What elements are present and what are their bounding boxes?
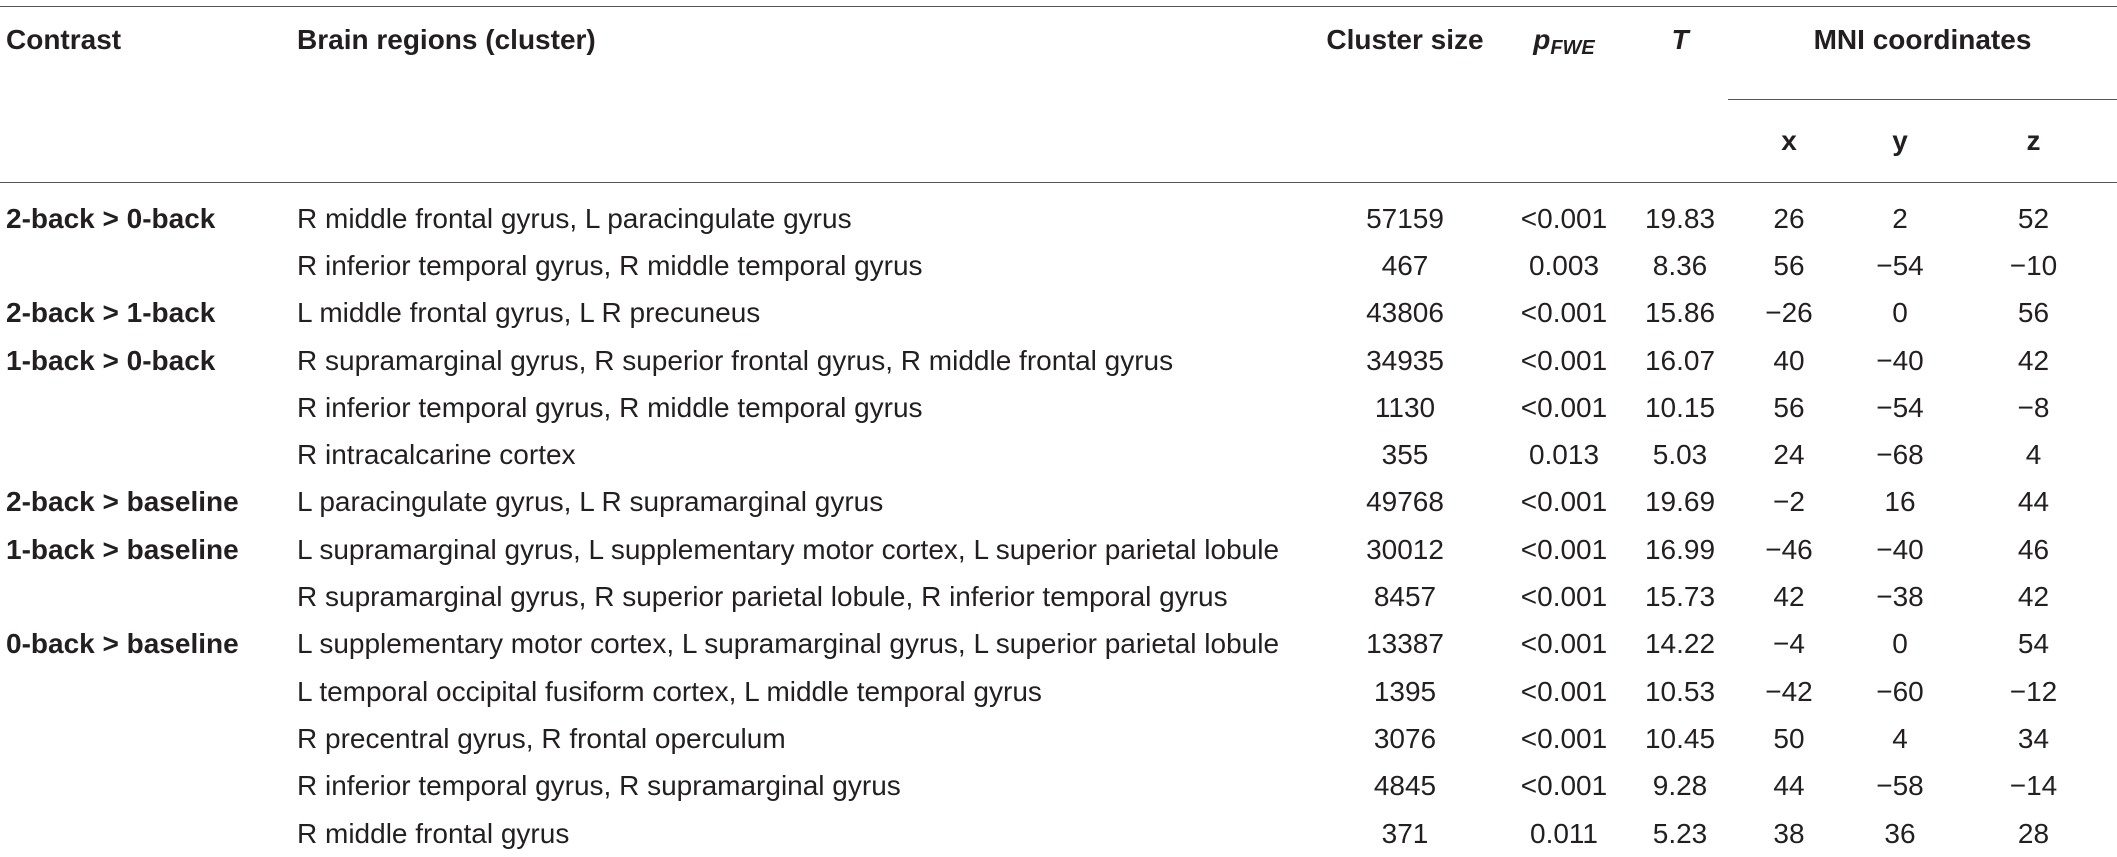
cell-t: 15.86 <box>1632 290 1728 337</box>
cell-t: 5.03 <box>1632 431 1728 478</box>
cell-region: R inferior temporal gyrus, R middle temporal gyrus <box>297 242 1314 289</box>
header-y: y <box>1850 100 1950 183</box>
cell-p-fwe: <0.001 <box>1496 526 1632 573</box>
cell-z: 52 <box>1950 183 2117 243</box>
cell-region: R middle frontal gyrus <box>297 810 1314 857</box>
cell-p-fwe: <0.001 <box>1496 183 1632 243</box>
table-row <box>0 337 2117 384</box>
header-t <box>1632 7 1728 100</box>
cell-z: 46 <box>1950 526 2117 573</box>
cell-t: 14.22 <box>1632 621 1728 668</box>
cell-cluster-size: 57159 <box>1314 183 1496 243</box>
cell-z: 44 <box>1950 479 2117 526</box>
cell-y: 4 <box>1850 715 1950 762</box>
cell-t: 10.53 <box>1632 668 1728 715</box>
cell-x: 56 <box>1728 242 1850 289</box>
cell-p-fwe: <0.001 <box>1496 668 1632 715</box>
header-t-symbol: T <box>1671 24 1688 55</box>
cell-region: R middle frontal gyrus, L paracingulate gyrus <box>297 183 1314 243</box>
cell-region: L supramarginal gyrus, L supplementary motor cortex, L superior parietal lobule <box>297 526 1314 573</box>
cell-p-fwe: <0.001 <box>1496 621 1632 668</box>
header-z: z <box>1950 100 2117 183</box>
header-mni-coordinates: MNI coordinates <box>1728 7 2117 100</box>
cell-t: 5.23 <box>1632 810 1728 857</box>
cell-x: −4 <box>1728 621 1850 668</box>
cell-contrast <box>0 715 297 762</box>
cell-region: R inferior temporal gyrus, R middle temporal gyrus <box>297 384 1314 431</box>
cell-region: R supramarginal gyrus, R superior parietal lobule, R inferior temporal gyrus <box>297 573 1314 620</box>
cell-x: 44 <box>1728 763 1850 810</box>
cell-t: 16.07 <box>1632 337 1728 384</box>
cell-cluster-size: 34935 <box>1314 337 1496 384</box>
cell-contrast <box>0 431 297 478</box>
cell-y: −54 <box>1850 242 1950 289</box>
cell-region: L paracingulate gyrus, L R supramarginal gyrus <box>297 479 1314 526</box>
cell-t: 19.83 <box>1632 183 1728 243</box>
cell-cluster-size: 4845 <box>1314 763 1496 810</box>
cell-p-fwe: 0.013 <box>1496 431 1632 478</box>
cell-z: −14 <box>1950 763 2117 810</box>
table-row <box>0 290 2117 337</box>
cell-z: 4 <box>1950 431 2117 478</box>
cell-p-fwe: <0.001 <box>1496 573 1632 620</box>
cell-p-fwe: 0.011 <box>1496 810 1632 857</box>
cell-x: 38 <box>1728 810 1850 857</box>
table-row <box>0 431 2117 478</box>
cell-p-fwe: 0.003 <box>1496 242 1632 289</box>
cell-y: −40 <box>1850 337 1950 384</box>
cell-region: L middle frontal gyrus, L R precuneus <box>297 290 1314 337</box>
cell-y: 16 <box>1850 479 1950 526</box>
cell-region: R intracalcarine cortex <box>297 431 1314 478</box>
cell-y: 0 <box>1850 290 1950 337</box>
cell-t: 16.99 <box>1632 526 1728 573</box>
header-cluster-size: Cluster size <box>1314 7 1496 100</box>
cell-x: 24 <box>1728 431 1850 478</box>
cell-z: 56 <box>1950 290 2117 337</box>
cell-cluster-size: 355 <box>1314 431 1496 478</box>
cell-p-fwe: <0.001 <box>1496 479 1632 526</box>
cell-cluster-size: 30012 <box>1314 526 1496 573</box>
table-row <box>0 183 2117 243</box>
cell-z: 54 <box>1950 621 2117 668</box>
table-header <box>0 7 2117 183</box>
cell-cluster-size: 43806 <box>1314 290 1496 337</box>
header-contrast: Contrast <box>0 7 297 100</box>
cell-region: L temporal occipital fusiform cortex, L middle temporal gyrus <box>297 668 1314 715</box>
cell-y: 0 <box>1850 621 1950 668</box>
cell-cluster-size: 13387 <box>1314 621 1496 668</box>
cell-y: 2 <box>1850 183 1950 243</box>
header-blank-p <box>1496 100 1632 183</box>
cell-contrast <box>0 242 297 289</box>
header-blank-t <box>1632 100 1728 183</box>
cell-x: 56 <box>1728 384 1850 431</box>
cell-p-fwe: <0.001 <box>1496 763 1632 810</box>
cell-y: −38 <box>1850 573 1950 620</box>
table-row <box>0 668 2117 715</box>
cell-contrast <box>0 384 297 431</box>
cell-t: 19.69 <box>1632 479 1728 526</box>
header-brain-regions: Brain regions (cluster) <box>297 7 1314 100</box>
cell-x: −26 <box>1728 290 1850 337</box>
cell-x: 50 <box>1728 715 1850 762</box>
cell-contrast <box>0 763 297 810</box>
cell-contrast <box>0 668 297 715</box>
cell-z: 42 <box>1950 573 2117 620</box>
cell-y: −60 <box>1850 668 1950 715</box>
cell-y: −40 <box>1850 526 1950 573</box>
cell-cluster-size: 467 <box>1314 242 1496 289</box>
cell-x: 40 <box>1728 337 1850 384</box>
header-blank-size <box>1314 100 1496 183</box>
cell-contrast: 1-back > 0-back <box>0 337 297 384</box>
header-x: x <box>1728 100 1850 183</box>
header-p-fwe <box>1496 7 1632 100</box>
cell-y: −58 <box>1850 763 1950 810</box>
cell-contrast: 1-back > baseline <box>0 526 297 573</box>
cell-x: 26 <box>1728 183 1850 243</box>
table-row <box>0 621 2117 668</box>
cell-cluster-size: 3076 <box>1314 715 1496 762</box>
cell-region: R precentral gyrus, R frontal operculum <box>297 715 1314 762</box>
cell-t: 9.28 <box>1632 763 1728 810</box>
header-blank-contrast <box>0 100 297 183</box>
header-blank-regions <box>297 100 1314 183</box>
cell-y: −68 <box>1850 431 1950 478</box>
cell-p-fwe: <0.001 <box>1496 384 1632 431</box>
cell-t: 10.15 <box>1632 384 1728 431</box>
table-body <box>0 183 2117 857</box>
table-row <box>0 479 2117 526</box>
cell-cluster-size: 371 <box>1314 810 1496 857</box>
cell-region: R supramarginal gyrus, R superior frontal gyrus, R middle frontal gyrus <box>297 337 1314 384</box>
table-row <box>0 810 2117 857</box>
cell-cluster-size: 1395 <box>1314 668 1496 715</box>
table-row <box>0 526 2117 573</box>
cell-contrast: 2-back > 0-back <box>0 183 297 243</box>
cell-contrast: 0-back > baseline <box>0 621 297 668</box>
cell-contrast: 2-back > baseline <box>0 479 297 526</box>
cell-y: 36 <box>1850 810 1950 857</box>
cell-region: R inferior temporal gyrus, R supramarginal gyrus <box>297 763 1314 810</box>
cell-t: 8.36 <box>1632 242 1728 289</box>
cell-cluster-size: 8457 <box>1314 573 1496 620</box>
cell-t: 10.45 <box>1632 715 1728 762</box>
table-row <box>0 763 2117 810</box>
cell-contrast <box>0 573 297 620</box>
cell-x: −46 <box>1728 526 1850 573</box>
cell-z: −12 <box>1950 668 2117 715</box>
header-p-symbol: p <box>1533 24 1550 55</box>
cell-z: −10 <box>1950 242 2117 289</box>
cell-contrast: 2-back > 1-back <box>0 290 297 337</box>
cell-cluster-size: 1130 <box>1314 384 1496 431</box>
table-row <box>0 573 2117 620</box>
cell-region: L supplementary motor cortex, L supramarginal gyrus, L superior parietal lobule <box>297 621 1314 668</box>
cell-cluster-size: 49768 <box>1314 479 1496 526</box>
cell-p-fwe: <0.001 <box>1496 715 1632 762</box>
cell-contrast <box>0 810 297 857</box>
results-table <box>0 6 2117 857</box>
cell-x: 42 <box>1728 573 1850 620</box>
cell-p-fwe: <0.001 <box>1496 290 1632 337</box>
cell-t: 15.73 <box>1632 573 1728 620</box>
cell-z: 42 <box>1950 337 2117 384</box>
cell-z: 28 <box>1950 810 2117 857</box>
table-row <box>0 384 2117 431</box>
cell-p-fwe: <0.001 <box>1496 337 1632 384</box>
header-p-subscript: FWE <box>1550 37 1594 59</box>
table-row <box>0 715 2117 762</box>
cell-x: −42 <box>1728 668 1850 715</box>
cell-x: −2 <box>1728 479 1850 526</box>
table-row <box>0 242 2117 289</box>
cell-y: −54 <box>1850 384 1950 431</box>
cell-z: 34 <box>1950 715 2117 762</box>
cell-z: −8 <box>1950 384 2117 431</box>
